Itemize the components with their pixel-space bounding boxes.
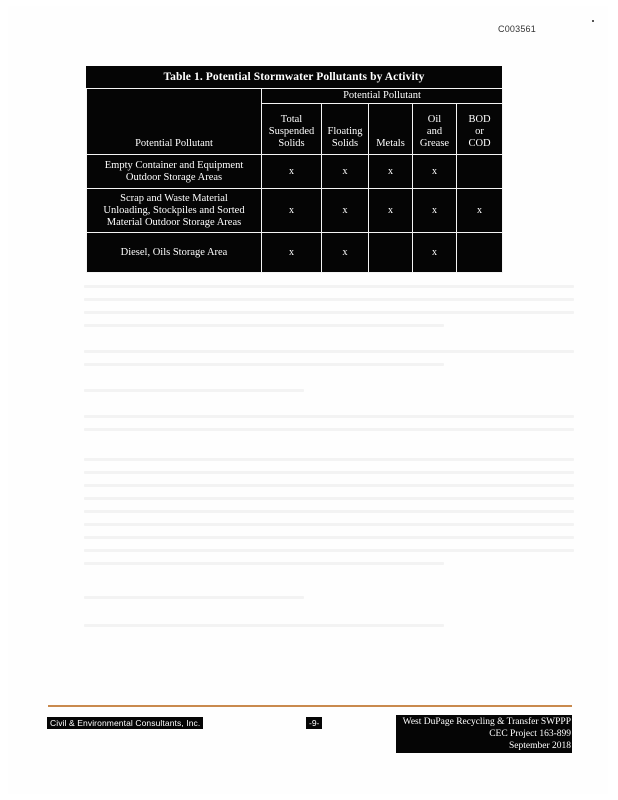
faded-text-line bbox=[84, 428, 574, 431]
footer-page-number: -9- bbox=[306, 717, 322, 729]
table-cell bbox=[369, 233, 413, 273]
pollutants-table bbox=[86, 66, 502, 278]
faded-text-line bbox=[84, 285, 574, 288]
row-header-cell bbox=[87, 89, 262, 155]
faded-text-line bbox=[84, 458, 574, 461]
group-header-row bbox=[87, 89, 503, 104]
table-cell: x bbox=[262, 189, 322, 233]
row-header-label: Potential Pollutant bbox=[135, 138, 213, 149]
faded-text-line bbox=[84, 497, 574, 500]
faded-text-line bbox=[84, 484, 574, 487]
footer-project-title: West DuPage Recycling & Transfer SWPPP bbox=[402, 717, 571, 727]
footer-rule bbox=[48, 705, 572, 707]
footer-project-info bbox=[396, 715, 572, 753]
column-header: Floating Solids bbox=[322, 104, 369, 155]
table-cell: x bbox=[322, 155, 369, 189]
table-cell: x bbox=[262, 233, 322, 273]
faded-text-line bbox=[84, 311, 574, 314]
faded-text-line bbox=[84, 596, 304, 599]
column-header: Total Suspended Solids bbox=[262, 104, 322, 155]
faded-text-line bbox=[84, 549, 574, 552]
column-header: Metals bbox=[369, 104, 413, 155]
footer-date: September 2018 bbox=[508, 741, 571, 751]
row-label: Empty Container and Equipment Outdoor Storage Areas bbox=[87, 155, 262, 189]
faded-text-line bbox=[84, 324, 444, 327]
faded-text-line bbox=[84, 510, 574, 513]
table-cell bbox=[457, 233, 503, 273]
group-header: Potential Pollutant bbox=[262, 89, 503, 104]
column-header: Oil and Grease bbox=[413, 104, 457, 155]
faded-text-line bbox=[84, 298, 574, 301]
table-cell: x bbox=[369, 189, 413, 233]
table-cell: x bbox=[262, 155, 322, 189]
faded-text-line bbox=[84, 389, 304, 392]
table-cell: x bbox=[413, 233, 457, 273]
column-header: BOD or COD bbox=[457, 104, 503, 155]
table-title: Table 1. Potential Stormwater Pollutants by Activity bbox=[86, 66, 502, 88]
document-id: C003561 bbox=[498, 24, 536, 34]
table-row bbox=[87, 155, 503, 189]
table-cell: x bbox=[322, 233, 369, 273]
faded-text-line bbox=[84, 350, 574, 353]
table-cell: x bbox=[322, 189, 369, 233]
footer-company: Civil & Environmental Consultants, Inc. bbox=[47, 717, 203, 729]
table-cell bbox=[457, 155, 503, 189]
scan-speck bbox=[592, 20, 594, 22]
faded-text-line bbox=[84, 624, 444, 627]
table-cell: x bbox=[369, 155, 413, 189]
faded-text-line bbox=[84, 562, 444, 565]
faded-text-line bbox=[84, 415, 574, 418]
pollutants-grid bbox=[86, 88, 503, 273]
faded-text-line bbox=[84, 471, 574, 474]
faded-text-line bbox=[84, 536, 574, 539]
table-row bbox=[87, 189, 503, 233]
table-cell: x bbox=[413, 155, 457, 189]
row-label: Scrap and Waste Material Unloading, Stockpiles and Sorted Material Outdoor Storage Areas bbox=[87, 189, 262, 233]
table-cell: x bbox=[413, 189, 457, 233]
table-cell: x bbox=[457, 189, 503, 233]
table-row bbox=[87, 233, 503, 273]
footer-project-number: CEC Project 163-899 bbox=[489, 729, 571, 739]
row-label: Diesel, Oils Storage Area bbox=[87, 233, 262, 273]
faded-text-line bbox=[84, 523, 574, 526]
faded-text-line bbox=[84, 363, 444, 366]
